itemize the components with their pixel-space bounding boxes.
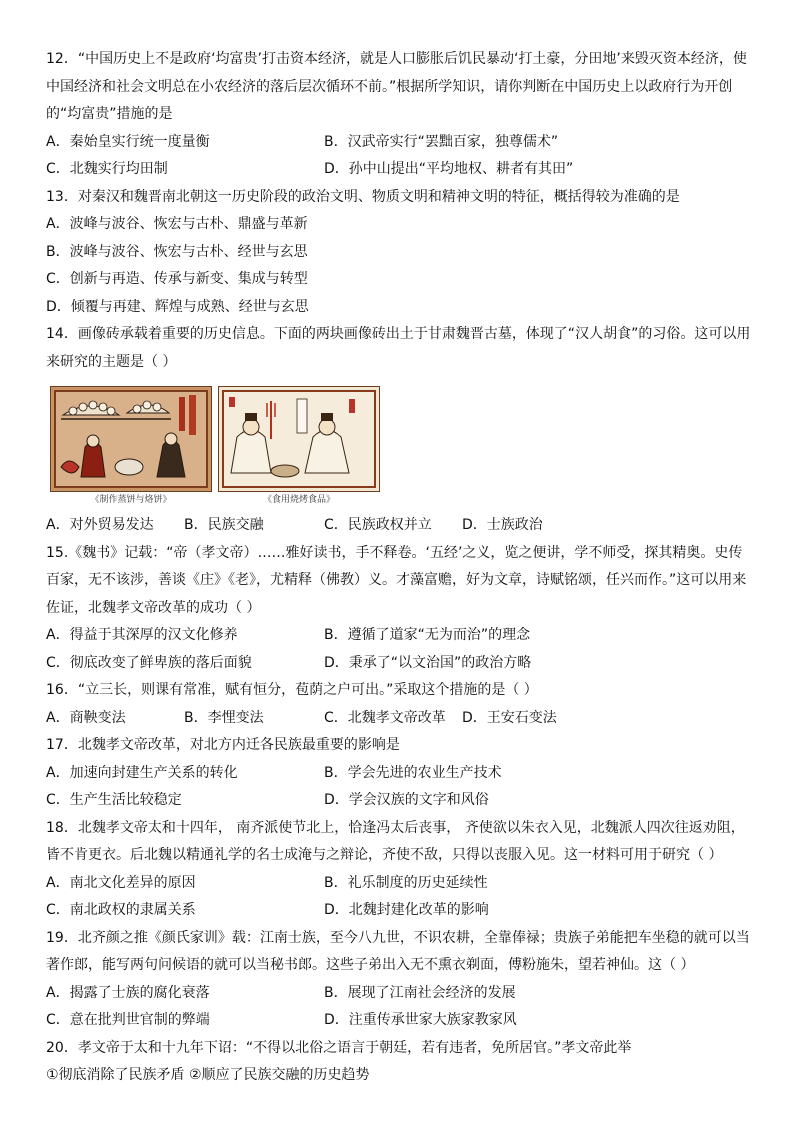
question-stem: 16．“立三长，则课有常准，赋有恒分，苞荫之户可出。”采取这个措施的是（ ） [46,682,538,698]
option-c: C．生产生活比较稳定 [46,792,182,808]
option-c: C．北魏孝文帝改革 [324,709,446,726]
question-stem: 17．北魏孝文帝改革，对北方内迁各民族最重要的影响是 [46,737,400,753]
figure-steamed-cakes [50,386,212,506]
option-c: C．民族政权并立 [324,517,432,533]
option-c: C．彻底改变了鲜卑族的落后面貌 [46,654,252,671]
question-stem: 18．北魏孝文帝太和十四年， 南齐派使节北上，恰逢冯太后丧事， 齐使欲以朱衣入见，北魏派人四次往返劝阻，皆不肯更衣。后北魏以精通礼学的名士成淹与之辩论，齐使不敌，只得以丧服入见。这一材料可用于研究（ ） [46,819,745,863]
statement-list: ①彻底消除了民族矛盾 ②顺应了民族交融的历史趋势 [46,1067,370,1083]
option-b: B．民族交融 [184,517,264,533]
option-b: B．学会先进的农业生产技术 [324,764,502,781]
question-stem: 13．对秦汉和魏晋南北朝这一历史阶段的政治文明、物质文明和精神文明的特征，概括得较为准确的是 [46,188,680,205]
option-b: B．礼乐制度的历史延续性 [324,874,488,891]
option-a: A．波峰与波谷、恢宏与古朴、鼎盛与革新 [46,216,308,232]
question-stem: 12．“中国历史上不是政府‘均富贵’打击资本经济，就是人口膨胀后饥民暴动‘打土豪，分田地’来毁灭资本经济，使中国经济和社会文明总在小农经济的落后层次循环不前。”根据所学知识，请你判断在中国历史上以政府行为开创的“均富贵”措施的是 [46,51,747,122]
option-b: B．展现了江南社会经济的发展 [324,984,516,1001]
option-c: C．南北政权的隶属关系 [46,902,196,918]
option-a: A．得益于其深厚的汉文化修养 [46,627,238,643]
option-a: A．加速向封建生产关系的转化 [46,764,238,781]
figure-caption: 《制作蒸饼与烙饼》 [90,495,172,505]
option-c: C．北魏实行均田制 [46,161,168,177]
brick-painting-image [218,386,380,492]
question-14 [46,321,756,540]
question-19 [46,925,756,1035]
exam-page [46,46,756,1090]
brick-painting-image [50,386,212,492]
option-b: B．汉武帝实行“罢黜百家，独尊儒术” [324,133,559,150]
option-d: D．学会汉族的文字和风俗 [324,792,489,808]
option-d: D．注重传承世家大族家教家风 [324,1012,517,1028]
option-c: C．创新与再造、传承与新变、集成与转型 [46,271,308,287]
question-stem: 20．孝文帝于太和十九年下诏：“不得以北俗之语言于朝廷，若有违者，免所居官。”孝文帝此举 [46,1039,632,1056]
figure-barbecue [218,386,380,506]
brick-figures [50,386,756,506]
option-a: A．对外贸易发达 [46,517,154,533]
option-d: D．北魏封建化改革的影响 [324,902,489,918]
option-b: B．李悝变法 [184,709,264,726]
question-16 [46,677,756,732]
question-13 [46,184,756,322]
option-b: B．波峰与波谷、恢宏与古朴、经世与玄思 [46,243,308,260]
option-c: C．意在批判世官制的弊端 [46,1012,210,1028]
question-15 [46,540,756,678]
option-a: A．商鞅变法 [46,709,126,726]
option-b: B．遵循了道家“无为而治”的理念 [324,627,531,643]
option-d: D．倾覆与再建、辉煌与成熟、经世与玄思 [46,298,309,315]
option-d: D．王安石变法 [462,709,557,726]
question-17 [46,732,756,815]
question-stem: 15.《魏书》记载：“帝（孝文帝）……雅好读书，手不释卷。‘五经’之义，览之便讲，学不师受，探其精奥。史传百家，无不该涉，善谈《庄》《老》，尤精释（佛教）义。才藻富赡，好为文章，诗赋铭颂，任兴而作。”这可以用来佐证，北魏孝文帝改革的成功（ ） [46,544,747,616]
question-stem: 14．画像砖承载着重要的历史信息。下面的两块画像砖出土于甘肃魏晋古墓，体现了“汉人胡食”的习俗。这可以用来研究的主题是（ ） [46,326,751,370]
option-a: A．秦始皇实行统一度量衡 [46,133,210,150]
question-12 [46,46,756,184]
question-stem: 19．北齐颜之推《颜氏家训》载：江南士族，至今八九世，不识农耕，全靠俸禄；贵族子弟能把车坐稳的就可以当著作郎，能写两句问候语的就可以当秘书郎。这些子弟出入无不熏衣剃面，傅粉施朱，望若神仙。这（ ） [46,929,750,973]
question-20 [46,1035,756,1090]
question-18 [46,815,756,925]
option-a: A．南北文化差异的原因 [46,874,196,891]
option-a: A．揭露了士族的腐化衰落 [46,984,210,1001]
option-d: D．孙中山提出“平均地权、耕者有其田” [324,161,574,177]
option-d: D．秉承了“以文治国”的政治方略 [324,654,532,671]
figure-caption: 《食用烧烤食品》 [262,495,335,505]
option-d: D．士族政治 [462,517,543,533]
